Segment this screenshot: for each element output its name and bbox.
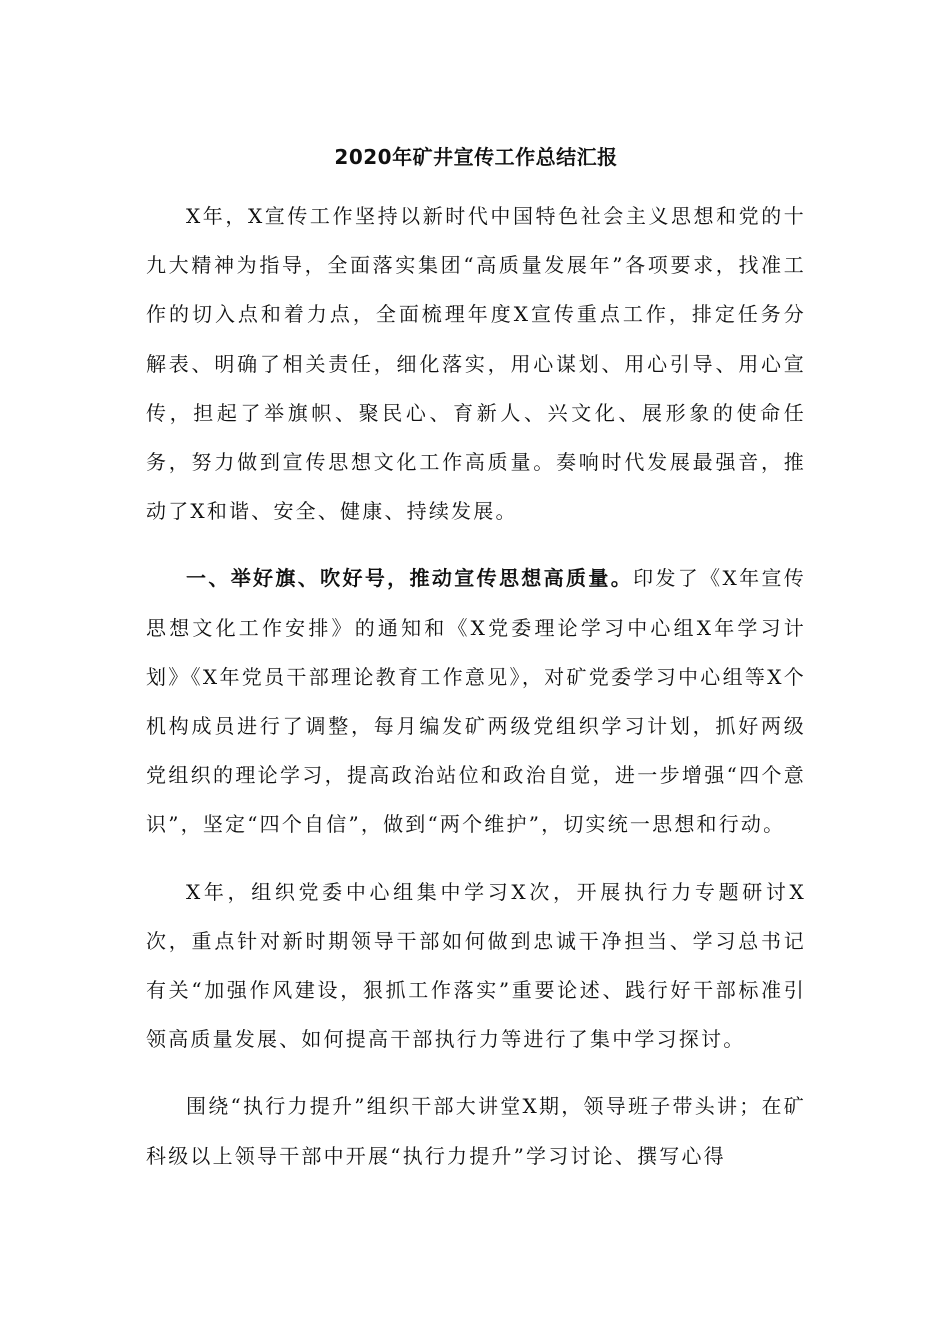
section-heading: 一、举好旗、吹好号，推动宣传思想高质量。 — [186, 566, 634, 591]
document-body — [146, 140, 806, 1199]
paragraph-lecture-hall — [146, 1082, 806, 1180]
paragraph-text: 围绕“执行力提升”组织干部大讲堂X期，领导班子带头讲；在矿科级以上领导干部中开展“执行力提升”学习讨论、撰写心得 — [146, 1094, 806, 1168]
paragraph-text: X年，X宣传工作坚持以新时代中国特色社会主义思想和党的十九大精神为指导，全面落实集团“高质量发展年”各项要求，找准工作的切入点和着力点，全面梳理年度X宣传重点工作，排定任务分解表、明确了相关责任，细化落实，用心谋划、用心引导、用心宣传，担起了举旗帜、聚民心、育新人、兴文化、展形象的使命任务，努力做到宣传思想文化工作高质量。奏响时代发展最强音，推动了X和谐、安全、健康、持续发展。 — [146, 204, 806, 524]
paragraph-text: 印发了《X年宣传思想文化工作安排》的通知和《X党委理论学习中心组X年学习计划》《X年党员干部理论教育工作意见》，对矿党委学习中心组等X个机构成员进行了调整，每月编发矿两级党组织学习计划，抓好两级党组织的理论学习，提高政治站位和政治自觉，进一步增强“四个意识”，坚定“四个自信”，做到“两个维护”，切实统一思想和行动。 — [146, 566, 807, 837]
paragraph-section-1 — [146, 554, 806, 849]
document-title: 2020年矿井宣传工作总结汇报 — [334, 145, 618, 169]
paragraph-text: X年，组织党委中心组集中学习X次，开展执行力专题研讨X次，重点针对新时期领导干部如何做到忠诚干净担当、学习总书记有关“加强作风建设，狠抓工作落实”重要论述、践行好干部标准引领高质量发展、如何提高干部执行力等进行了集中学习探讨。 — [146, 879, 806, 1052]
paragraph-study-sessions — [146, 868, 806, 1065]
paragraph-intro — [146, 192, 806, 536]
